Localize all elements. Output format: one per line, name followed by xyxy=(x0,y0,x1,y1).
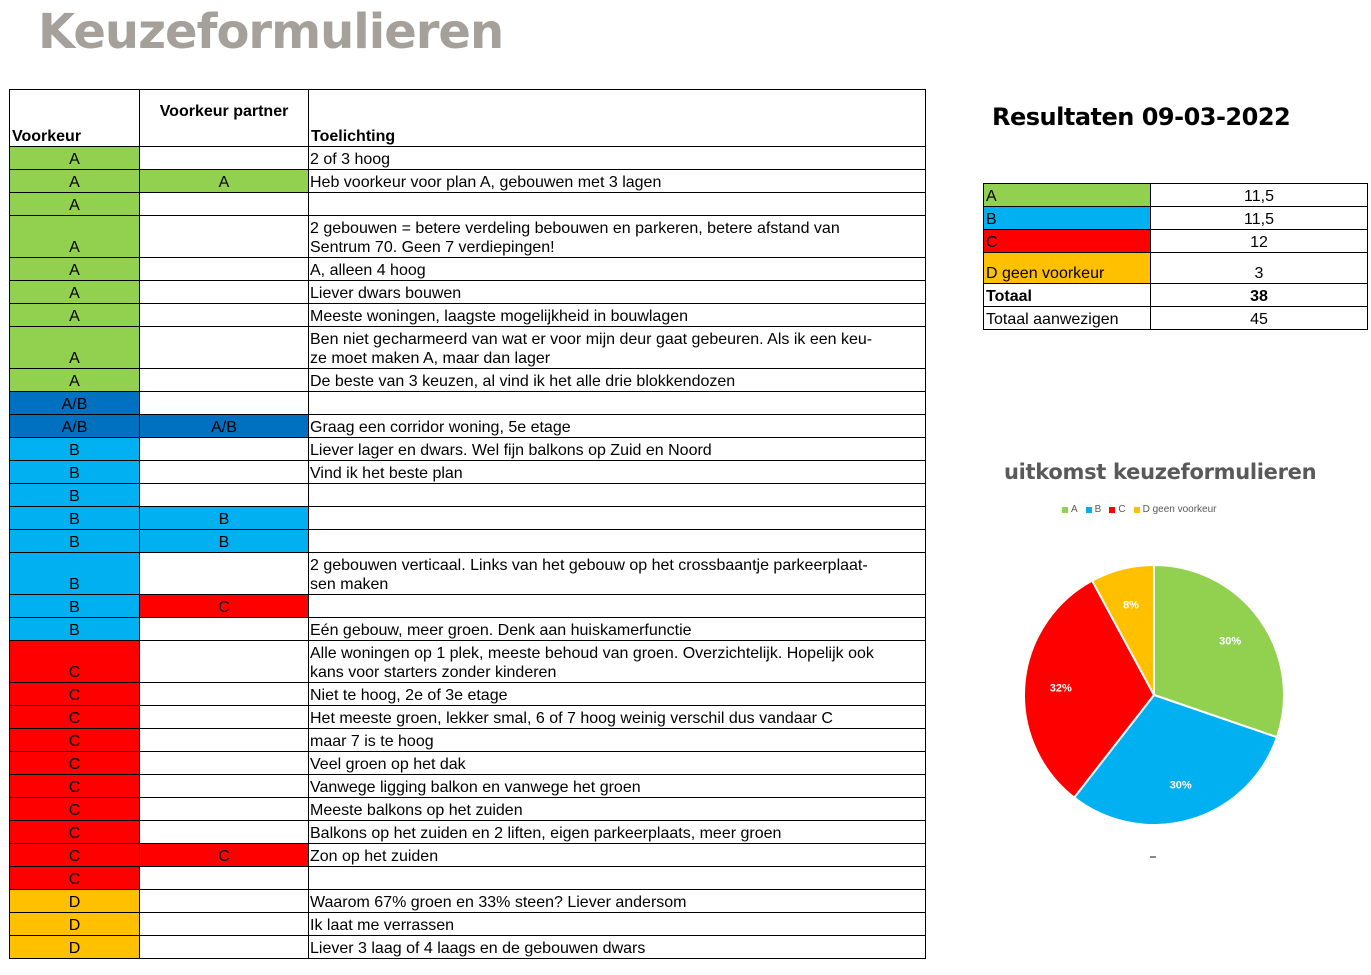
table-row xyxy=(10,392,926,415)
toelichting-cell xyxy=(309,530,926,553)
voorkeur-cell: D xyxy=(10,890,140,913)
header-partner: Voorkeur partner xyxy=(140,90,309,147)
toelichting-cell: Liever lager en dwars. Wel fijn balkons op Zuid en Noord xyxy=(309,438,926,461)
partner-cell xyxy=(140,752,309,775)
partner-cell xyxy=(140,641,309,683)
partner-cell xyxy=(140,798,309,821)
results-row xyxy=(984,207,1368,230)
voorkeur-cell: C xyxy=(10,729,140,752)
toelichting-cell: Vanwege ligging balkon en vanwege het groen xyxy=(309,775,926,798)
voorkeur-cell: B xyxy=(10,507,140,530)
table-row xyxy=(10,641,926,683)
voorkeur-cell: C xyxy=(10,641,140,683)
partner-cell xyxy=(140,392,309,415)
toelichting-cell xyxy=(309,595,926,618)
partner-cell xyxy=(140,258,309,281)
voorkeur-cell: B xyxy=(10,618,140,641)
legend-label: C xyxy=(1118,504,1126,515)
results-value: 45 xyxy=(1151,307,1368,330)
table-row xyxy=(10,936,926,959)
results-row xyxy=(984,307,1368,330)
table-row xyxy=(10,706,926,729)
table-row xyxy=(10,415,926,438)
header-voorkeur: Voorkeur xyxy=(10,90,140,147)
legend-swatch xyxy=(1134,507,1140,513)
voorkeur-cell: C xyxy=(10,798,140,821)
toelichting-cell: Vind ik het beste plan xyxy=(309,461,926,484)
header-toelichting: Toelichting xyxy=(309,90,926,147)
voorkeur-cell: A/B xyxy=(10,392,140,415)
legend-swatch xyxy=(1086,507,1092,513)
results-label: B xyxy=(984,207,1151,230)
chart-title: uitkomst keuzeformulieren xyxy=(1004,460,1317,484)
legend-item xyxy=(1086,504,1102,515)
voorkeur-cell: C xyxy=(10,683,140,706)
toelichting-cell: Meeste woningen, laagste mogelijkheid in bouwlagen xyxy=(309,304,926,327)
table-row xyxy=(10,216,926,258)
table-row xyxy=(10,147,926,170)
legend-item xyxy=(1109,504,1125,515)
partner-cell xyxy=(140,890,309,913)
table-row xyxy=(10,890,926,913)
results-label: D geen voorkeur xyxy=(984,253,1151,284)
toelichting-cell: Veel groen op het dak xyxy=(309,752,926,775)
results-label: A xyxy=(984,184,1151,207)
table-row xyxy=(10,258,926,281)
results-title: Resultaten 09-03-2022 xyxy=(992,103,1291,131)
results-label: Totaal xyxy=(984,284,1151,307)
pie-chart xyxy=(1000,545,1300,845)
table-row xyxy=(10,193,926,216)
toelichting-cell: Ben niet gecharmeerd van wat er voor mijn deur gaat gebeuren. Als ik een keu- ze moet maken A, maar dan lager xyxy=(309,327,926,369)
toelichting-cell: Eén gebouw, meer groen. Denk aan huiskamerfunctie xyxy=(309,618,926,641)
partner-cell xyxy=(140,821,309,844)
partner-cell xyxy=(140,683,309,706)
partner-cell xyxy=(140,193,309,216)
table-row xyxy=(10,304,926,327)
toelichting-cell: Waarom 67% groen en 33% steen? Liever andersom xyxy=(309,890,926,913)
table-row xyxy=(10,821,926,844)
toelichting-cell: A, alleen 4 hoog xyxy=(309,258,926,281)
voorkeur-cell: A xyxy=(10,170,140,193)
partner-cell xyxy=(140,216,309,258)
toelichting-cell: Zon op het zuiden xyxy=(309,844,926,867)
voorkeur-cell: A xyxy=(10,327,140,369)
partner-cell xyxy=(140,147,309,170)
partner-cell xyxy=(140,484,309,507)
voorkeur-cell: C xyxy=(10,775,140,798)
chart-mark xyxy=(1150,856,1156,858)
toelichting-cell xyxy=(309,193,926,216)
toelichting-cell: 2 of 3 hoog xyxy=(309,147,926,170)
results-row xyxy=(984,253,1368,284)
table-row xyxy=(10,438,926,461)
pie-data-label: 8% xyxy=(1123,599,1139,612)
toelichting-cell xyxy=(309,392,926,415)
partner-cell xyxy=(140,729,309,752)
results-table xyxy=(983,183,1368,330)
voorkeur-cell: A xyxy=(10,304,140,327)
results-value: 11,5 xyxy=(1151,184,1368,207)
table-row xyxy=(10,618,926,641)
partner-cell: C xyxy=(140,595,309,618)
partner-cell xyxy=(140,461,309,484)
pie-data-label: 30% xyxy=(1169,779,1192,792)
legend-label: B xyxy=(1094,504,1102,515)
voorkeur-cell: B xyxy=(10,553,140,595)
toelichting-cell xyxy=(309,867,926,890)
table-row xyxy=(10,530,926,553)
toelichting-cell: Ik laat me verrassen xyxy=(309,913,926,936)
voorkeur-cell: A xyxy=(10,369,140,392)
toelichting-cell: Liever dwars bouwen xyxy=(309,281,926,304)
toelichting-cell: Niet te hoog, 2e of 3e etage xyxy=(309,683,926,706)
voorkeur-cell: B xyxy=(10,595,140,618)
toelichting-cell: De beste van 3 keuzen, al vind ik het alle drie blokkendozen xyxy=(309,369,926,392)
toelichting-cell: Graag een corridor woning, 5e etage xyxy=(309,415,926,438)
pie-data-label: 30% xyxy=(1219,635,1242,648)
table-row xyxy=(10,461,926,484)
results-value: 3 xyxy=(1151,253,1368,284)
table-row xyxy=(10,867,926,890)
voorkeur-cell: A xyxy=(10,281,140,304)
partner-cell: B xyxy=(140,507,309,530)
voorkeur-cell: A xyxy=(10,216,140,258)
voorkeur-cell: A xyxy=(10,147,140,170)
toelichting-cell: Meeste balkons op het zuiden xyxy=(309,798,926,821)
table-row xyxy=(10,553,926,595)
partner-cell xyxy=(140,438,309,461)
voorkeur-cell: C xyxy=(10,752,140,775)
table-row xyxy=(10,484,926,507)
table-row xyxy=(10,327,926,369)
voorkeur-cell: A/B xyxy=(10,415,140,438)
voorkeur-cell: C xyxy=(10,867,140,890)
results-row xyxy=(984,230,1368,253)
partner-cell xyxy=(140,327,309,369)
voorkeur-cell: D xyxy=(10,936,140,959)
table-row xyxy=(10,369,926,392)
voorkeur-cell: B xyxy=(10,461,140,484)
toelichting-cell: Alle woningen op 1 plek, meeste behoud van groen. Overzichtelijk. Hopelijk ook kans voor starters zonder kinderen xyxy=(309,641,926,683)
legend-item xyxy=(1062,504,1078,515)
legend-label: D geen voorkeur xyxy=(1142,504,1217,515)
results-row xyxy=(984,284,1368,307)
partner-cell xyxy=(140,369,309,392)
partner-cell xyxy=(140,867,309,890)
table-row xyxy=(10,775,926,798)
partner-cell: B xyxy=(140,530,309,553)
results-value: 38 xyxy=(1151,284,1368,307)
pie-data-label: 32% xyxy=(1049,682,1072,695)
results-label: C xyxy=(984,230,1151,253)
voorkeur-cell: B xyxy=(10,530,140,553)
partner-cell xyxy=(140,281,309,304)
partner-cell xyxy=(140,304,309,327)
partner-cell xyxy=(140,618,309,641)
table-row xyxy=(10,798,926,821)
results-row xyxy=(984,184,1368,207)
toelichting-cell: Heb voorkeur voor plan A, gebouwen met 3 lagen xyxy=(309,170,926,193)
toelichting-cell: Balkons op het zuiden en 2 liften, eigen parkeerplaats, meer groen xyxy=(309,821,926,844)
toelichting-cell xyxy=(309,507,926,530)
table-row xyxy=(10,683,926,706)
table-row xyxy=(10,507,926,530)
table-row xyxy=(10,595,926,618)
partner-cell xyxy=(140,553,309,595)
toelichting-cell xyxy=(309,484,926,507)
toelichting-cell: 2 gebouwen = betere verdeling bebouwen en parkeren, betere afstand van Sentrum 70. Geen 7 verdiepingen! xyxy=(309,216,926,258)
voorkeur-cell: A xyxy=(10,193,140,216)
legend-swatch xyxy=(1109,507,1115,513)
chart-legend xyxy=(1062,504,1217,515)
partner-cell xyxy=(140,913,309,936)
preferences-table xyxy=(9,89,926,959)
results-value: 12 xyxy=(1151,230,1368,253)
voorkeur-cell: B xyxy=(10,484,140,507)
table-row xyxy=(10,844,926,867)
partner-cell xyxy=(140,706,309,729)
voorkeur-cell: C xyxy=(10,821,140,844)
partner-cell xyxy=(140,936,309,959)
partner-cell xyxy=(140,775,309,798)
partner-cell: A/B xyxy=(140,415,309,438)
table-row xyxy=(10,729,926,752)
table-row xyxy=(10,170,926,193)
voorkeur-cell: B xyxy=(10,438,140,461)
table-row xyxy=(10,281,926,304)
page-title: Keuzeformulieren xyxy=(38,4,504,60)
results-label: Totaal aanwezigen xyxy=(984,307,1151,330)
voorkeur-cell: D xyxy=(10,913,140,936)
legend-label: A xyxy=(1071,504,1078,515)
partner-cell: A xyxy=(140,170,309,193)
legend-swatch xyxy=(1062,507,1068,513)
partner-cell: C xyxy=(140,844,309,867)
table-row xyxy=(10,913,926,936)
toelichting-cell: maar 7 is te hoog xyxy=(309,729,926,752)
voorkeur-cell: C xyxy=(10,844,140,867)
toelichting-cell: 2 gebouwen verticaal. Links van het gebouw op het crossbaantje parkeerplaat- sen maken xyxy=(309,553,926,595)
table-row xyxy=(10,752,926,775)
toelichting-cell: Het meeste groen, lekker smal, 6 of 7 hoog weinig verschil dus vandaar C xyxy=(309,706,926,729)
toelichting-cell: Liever 3 laag of 4 laags en de gebouwen dwars xyxy=(309,936,926,959)
results-value: 11,5 xyxy=(1151,207,1368,230)
voorkeur-cell: C xyxy=(10,706,140,729)
voorkeur-cell: A xyxy=(10,258,140,281)
legend-item xyxy=(1134,504,1217,515)
